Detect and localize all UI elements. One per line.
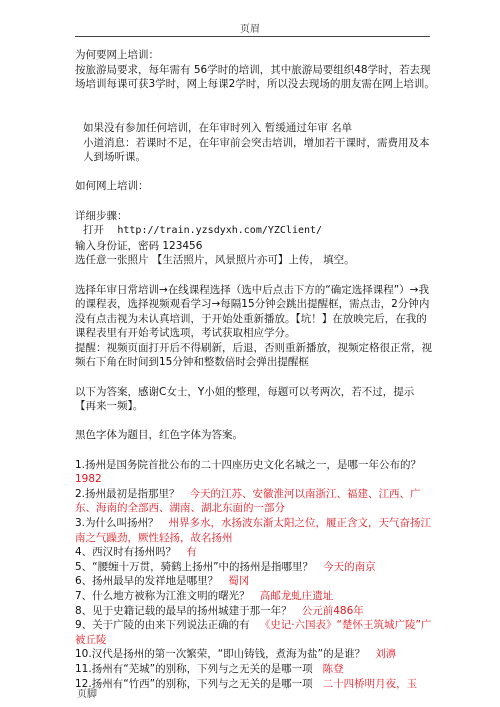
spacer [75,370,435,385]
answer-text: 今天的南京 [323,560,376,573]
open-label: 打开 [83,224,104,237]
spacer [75,194,435,209]
question-text: 11.扬州有“芜城”的别称，下列与之无关的是哪一项 [75,662,313,675]
spacer [75,443,435,458]
open-url-line [75,223,435,239]
qa-item-4 [75,545,435,560]
answer-text: 公元前486年 [301,604,364,617]
qa-item-8 [75,604,435,619]
qa-item-6 [75,574,435,589]
question-text: 10.汉代是扬州的第一次繁荣，“即山铸钱，煮海为盐”的是谁？ [75,648,366,661]
question-text: 7、什么地方被称为江淮文明的曙光？ [75,589,250,602]
color-legend: 黑色字体为题目，红色字体为答案。 [75,429,243,442]
spacer [75,92,435,107]
spacer [75,268,435,283]
answer-text: 刘濞 [375,648,397,661]
header-divider [75,36,430,37]
video-tip: 提醒：视频页面打开后不得刷新，后退，否则重新播放，视频定格很正常，视频右下角在时间到15分钟和整数倍时会弹出提醒框 [75,341,432,369]
answers-intro-line-1: 以下为答案，感谢C女士，Y小姐的整理，每题可以考两次，若不过，提示 [75,385,415,398]
intro-heading: 为何要网上培训： [75,49,159,61]
qa-item-2 [75,487,435,516]
answer-text: 《史记·六国表》“楚怀王筑城广陵”广被丘陵 [75,619,432,646]
process-instructions: 选择年审日常培训→在线课程选择（选中后点击下方的“确定选择课程”）→我的课程表，选择视频观看学习→每隔15分钟会跳出提醒框，需点击，2分钟内没有点击视为未认真培训，于开始处重新播放。【坑！】在放映完后，在我的课程表里有开始考试选项，考试获取相应学分。 [75,283,430,340]
answer-text: 今天的江苏、安徽淮河以南浙江、福建、江西、广东、海南的全部西、湖南、湖北东面的一部分 [75,487,421,515]
page-header: 页眉 [240,24,260,35]
qa-item-9 [75,618,435,647]
qa-item-3 [75,516,435,545]
photo-instructions: 选任意一张照片 【生活照片，风景照片亦可】上传， 填空。 [75,254,355,267]
answer-text: 蜀冈 [228,575,250,588]
qa-item-7 [75,589,435,604]
training-url-link[interactable]: http://train.yzsdyxh.com/YZClient/ [117,225,323,237]
question-text: 9、关于广陵的由来下列说法正确的有 [75,619,250,632]
notice-line-2: 小道消息：若课时不足，在年审前会突击培训，增加若干课时，需费用及本人到场听课。 [83,136,430,164]
answer-text: 二十四桥明月夜，玉 [322,677,418,690]
qa-item-12 [75,677,435,692]
login-instructions: 输入身份证，密码 123456 [75,239,203,252]
answer-1: 1982 [75,473,102,486]
question-text: 8、见于史籍记载的最早的扬州城建于那一年？ [75,604,292,617]
howto-heading: 如何网上培训： [75,180,149,193]
steps-heading: 详细步骤： [75,209,128,222]
qa-item-10 [75,647,435,662]
qa-item-11 [75,662,435,677]
question-text: 6、扬州最早的发祥地是哪里？ [75,575,219,588]
answer-text: 州界多水，水扬波东渐太阳之位，履正含文，天气奋扬江南之气躁劲，厥性轻扬，故名扬州 [75,517,432,544]
question-text: 3.为什么叫扬州？ [75,517,159,529]
question-text: 12.扬州有“竹西”的别称，下列与之无关的是哪一项 [75,677,313,690]
page-footer: 页脚 [77,689,97,700]
spacer [75,106,435,121]
question-1: 1.扬州是国务院首批公布的二十四座历史文化名城之一，是哪一年公布的？ [75,458,422,471]
spacer [75,414,435,429]
intro-text: 按旅游局要求，每年需有 56学时的培训，其中旅游局要组织48学时，若去现场培训每课可获3学时，网上每课2学时，所以没去现场的朋友需在网上培训。 [75,63,435,91]
answer-text: 有 [186,546,197,559]
answer-text: 陈登 [322,662,344,675]
qa-item-5 [75,560,435,575]
question-text: 5、“腰缠十万贯，骑鹤上扬州”中的扬州是指哪里？ [75,560,314,573]
question-text: 2.扬州最初是指那里？ [75,487,180,500]
question-text: 4、西汉时有扬州吗？ [75,546,177,559]
spacer [75,165,435,180]
answers-intro-line-2: 【再来一频】。 [75,400,144,413]
answer-text: 高邮龙虬庄遗址 [259,589,334,602]
document-body [75,48,435,691]
notice-line-1: 如果没有参加任何培训，在年审时列入 暂缓通过年审 名单 [83,121,353,134]
